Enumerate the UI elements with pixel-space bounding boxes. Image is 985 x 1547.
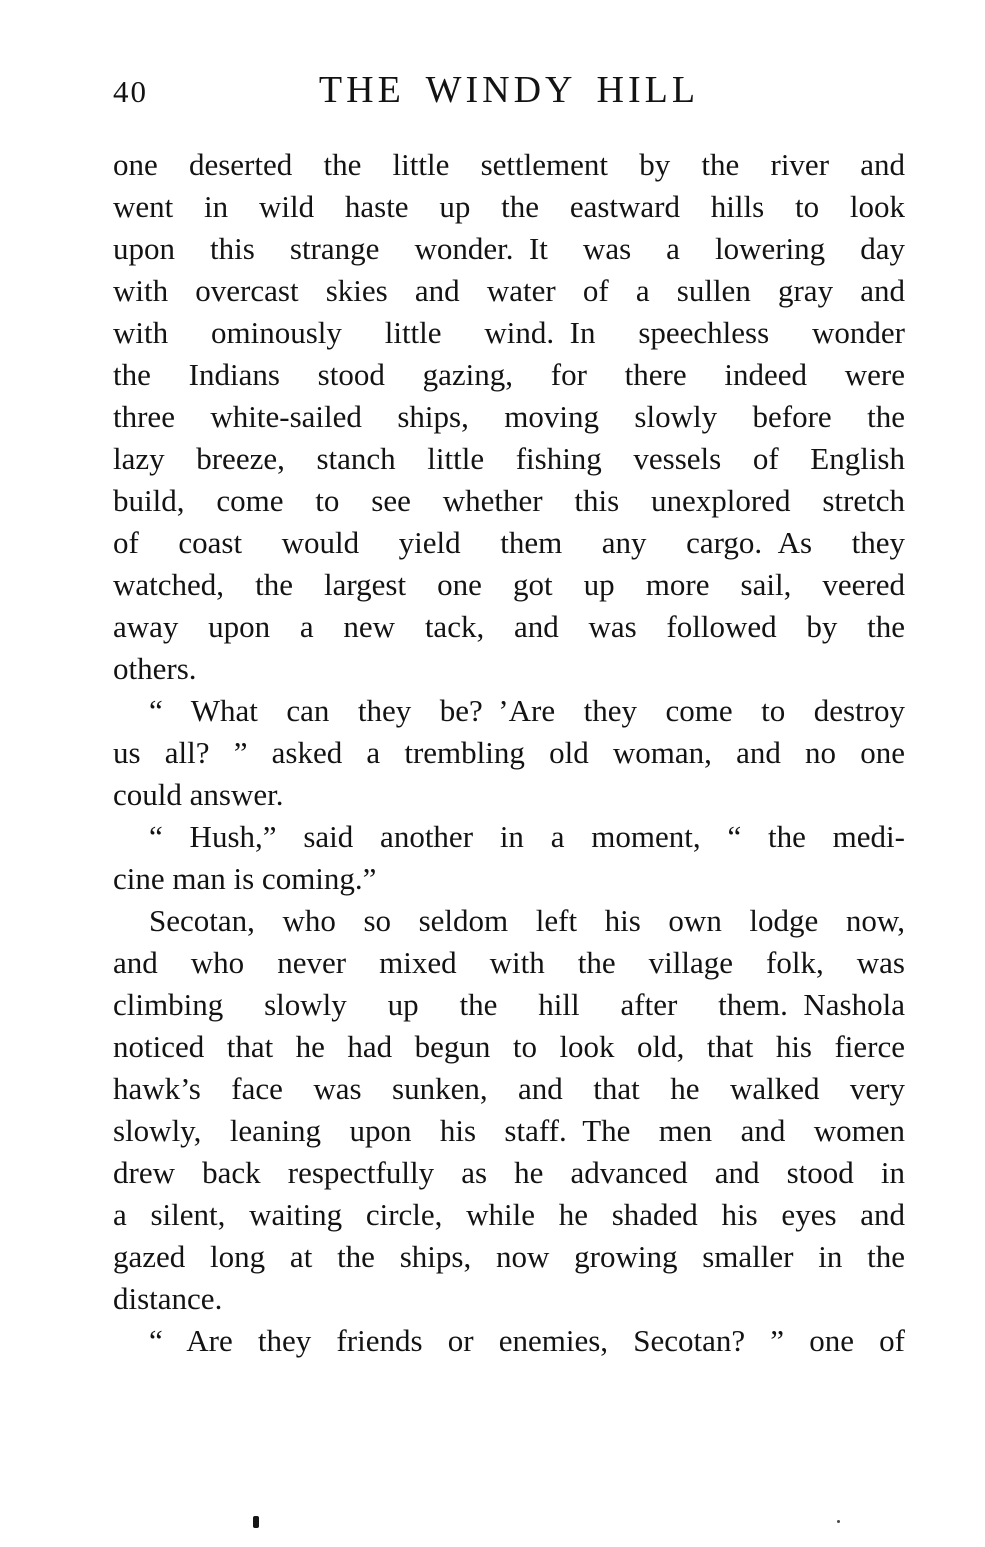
- text-line: Secotan, who so seldom left his own lodge now,: [149, 903, 905, 938]
- page-number: 40: [113, 74, 148, 109]
- paragraph: [113, 690, 905, 816]
- text-line: us all? ” asked a trembling old woman, and no one: [113, 735, 905, 770]
- running-title: THE WINDY HILL: [318, 69, 700, 111]
- text-line: of coast would yield them any cargo. As they: [113, 525, 905, 560]
- text-line: lazy breeze, stanch little fishing vessels of English: [113, 441, 905, 476]
- text-line: the Indians stood gazing, for there indeed were: [113, 357, 905, 392]
- text-line: and who never mixed with the village folk, was: [113, 945, 905, 980]
- text-line: “ What can they be? ’Are they come to destroy: [149, 693, 905, 728]
- paragraph: [113, 816, 905, 900]
- text-line: noticed that he had begun to look old, that his fierce: [113, 1029, 905, 1064]
- text-line: away upon a new tack, and was followed by the: [113, 609, 905, 644]
- scan-speck: [253, 1516, 259, 1528]
- text-line: with ominously little wind. In speechless wonder: [113, 315, 905, 350]
- text-line: “ Hush,” said another in a moment, “ the medi-: [149, 819, 905, 854]
- paragraph: [113, 1320, 905, 1362]
- text-line: climbing slowly up the hill after them. Nashola: [113, 987, 905, 1022]
- text-line: one deserted the little settlement by the river and: [113, 147, 905, 182]
- text-line: three white-sailed ships, moving slowly before the: [113, 399, 905, 434]
- text-line: “ Are they friends or enemies, Secotan? ” one of: [149, 1323, 905, 1358]
- text-line: hawk’s face was sunken, and that he walked very: [113, 1071, 905, 1106]
- text-line: distance.: [113, 1281, 223, 1316]
- scan-speck: [837, 1520, 840, 1523]
- text-line: others.: [113, 651, 197, 686]
- text-line: cine man is coming.”: [113, 861, 377, 896]
- text-line: a silent, waiting circle, while he shaded his eyes and: [113, 1197, 905, 1232]
- text-line: with overcast skies and water of a sullen gray and: [113, 273, 905, 308]
- text-line: gazed long at the ships, now growing smaller in the: [113, 1239, 905, 1274]
- text-line: went in wild haste up the eastward hills to look: [113, 189, 905, 224]
- text-line: slowly, leaning upon his staff. The men and women: [113, 1113, 905, 1148]
- text-line: build, come to see whether this unexplored stretch: [113, 483, 905, 518]
- text-line: watched, the largest one got up more sail, veered: [113, 567, 905, 602]
- text-line: could answer.: [113, 777, 284, 812]
- text-line: drew back respectfully as he advanced and stood in: [113, 1155, 905, 1190]
- text-block: [113, 144, 905, 1362]
- page-header: [113, 68, 905, 112]
- paragraph: [113, 900, 905, 1320]
- paragraph: [113, 144, 905, 690]
- text-line: upon this strange wonder. It was a lowering day: [113, 231, 905, 266]
